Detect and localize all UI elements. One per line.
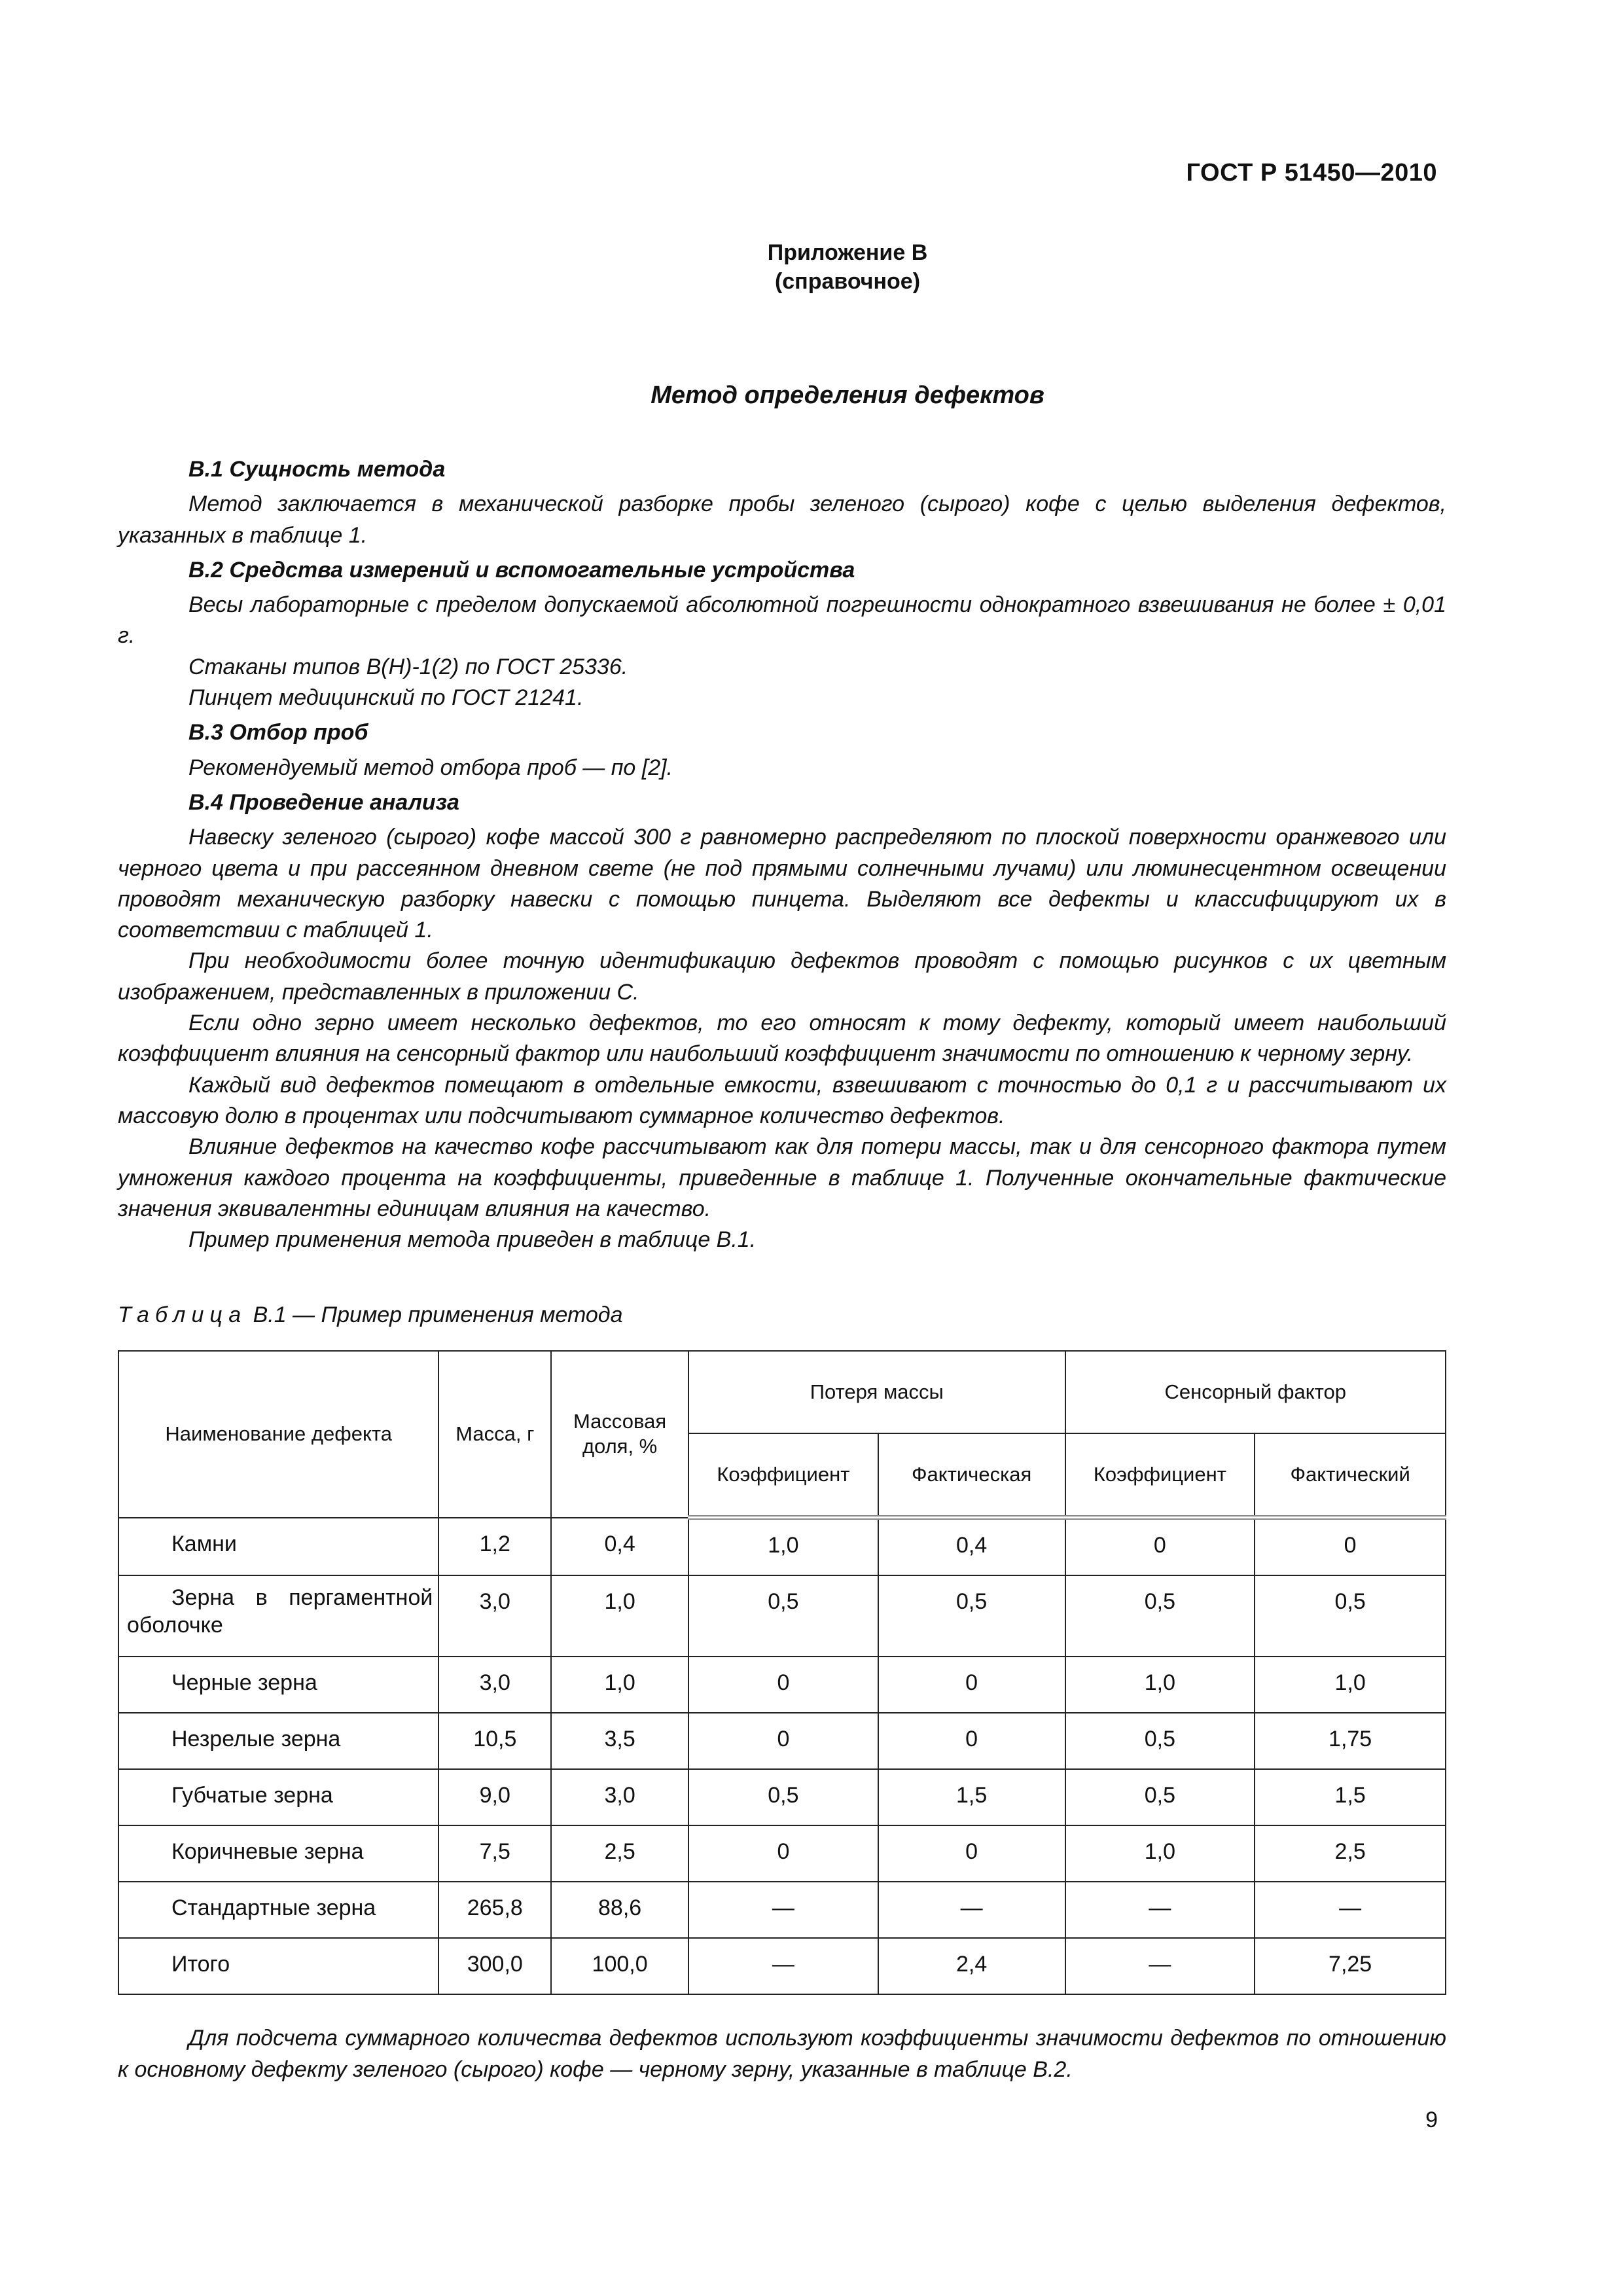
cell: 0 [878, 1825, 1065, 1882]
paragraph: Пример применения метода приведен в таблице В.1. [188, 1227, 757, 1253]
paragraph: Влияние дефектов на качество кофе рассчитывают как для потери массы, так и для сенсорного фактора путем умножения каждого процента на коэффициенты, приведенные в таблице 1. Полученные окончательные фактические значения эквивалентны единицам влияния на качество. [118, 1134, 1446, 1221]
cell: 7,5 [438, 1825, 551, 1882]
paragraph: Для подсчета суммарного количества дефектов используют коэффициенты значимости дефектов по отношению к основному дефекту зеленого (сырого) кофе — черному зерну, указанные в таблице В.2. [118, 2026, 1446, 2082]
row-name: Незрелые зерна [171, 1727, 341, 1751]
cell: 0,5 [1065, 1575, 1255, 1657]
cell: 0 [1065, 1518, 1255, 1576]
paragraph: Если одно зерно имеет несколько дефектов, то его относят к тому дефекту, который имеет наибольший коэффициент влияния на сенсорный фактор или наибольший коэффициент значимости по отношению к черному зерну. [118, 1011, 1446, 1067]
row-name: Зерна в пергаментной оболочке [118, 1575, 438, 1657]
cell: 0,5 [1065, 1769, 1255, 1825]
paragraph: Рекомендуемый метод отбора проб — по [2]. [188, 755, 673, 780]
cell: 1,5 [878, 1769, 1065, 1825]
cell: 1,75 [1255, 1713, 1446, 1769]
paragraph: Метод заключается в механической разборке пробы зеленого (сырого) кофе с целью выделения дефектов, указанных в таблице 1. [118, 492, 1446, 548]
row-name: Коричневые зерна [171, 1839, 364, 1864]
row-name: Итого [171, 1952, 230, 1977]
standard-number: ГОСТ Р 51450—2010 [1186, 159, 1437, 187]
defects-table [118, 1350, 1446, 1995]
section-heading: В.2 Средства измерений и вспомогательные устройства [188, 557, 855, 583]
paragraph: Каждый вид дефектов помещают в отдельные емкости, взвешивают с точностью до 0,1 г и рассчитывают их массовую долю в процентах или подсчитывают суммарное количество дефектов. [118, 1072, 1446, 1128]
cell: 3,0 [438, 1575, 551, 1657]
header-actual-loss: Фактическая [878, 1433, 1065, 1518]
table-row [118, 1657, 1446, 1713]
cell: 0 [688, 1657, 878, 1713]
section-heading: В.4 Проведение анализа [188, 789, 459, 815]
section-heading: В.1 Сущность метода [188, 457, 446, 482]
cell: 3,5 [551, 1713, 688, 1769]
cell: 0,5 [878, 1575, 1065, 1657]
annex-heading [0, 238, 1623, 296]
row-name: Губчатые зерна [171, 1783, 333, 1808]
cell: 1,2 [438, 1518, 551, 1576]
cell: 2,5 [551, 1825, 688, 1882]
table-row [118, 1882, 1446, 1938]
cell: 0 [878, 1713, 1065, 1769]
cell: 0,4 [551, 1518, 688, 1576]
cell: — [1255, 1882, 1446, 1938]
cell: 0 [878, 1657, 1065, 1713]
cell: 1,0 [551, 1657, 688, 1713]
cell: — [1065, 1938, 1255, 1994]
paragraph: Весы лабораторные с пределом допускаемой абсолютной погрешности однократного взвешивания не более ± 0,01 г. [118, 592, 1446, 649]
header-mass: Масса, г [438, 1351, 551, 1518]
cell: 0,5 [688, 1769, 878, 1825]
cell: 88,6 [551, 1882, 688, 1938]
table-row [118, 1518, 1446, 1576]
table-caption-text: В.1 — Пример применения метода [253, 1302, 623, 1327]
cell: 1,0 [688, 1518, 878, 1576]
cell: 0,5 [1065, 1713, 1255, 1769]
cell: — [688, 1882, 878, 1938]
body-text [118, 450, 1446, 1255]
cell: 7,25 [1255, 1938, 1446, 1994]
paragraph: Стаканы типов В(Н)-1(2) по ГОСТ 25336. [188, 654, 628, 679]
paragraph: При необходимости более точную идентификацию дефектов проводят с помощью рисунков с их цветным изображением, представленных в приложении С. [118, 948, 1446, 1005]
cell: 0 [688, 1825, 878, 1882]
annex-title-text: Метод определения дефектов [651, 382, 1044, 409]
section-heading: В.3 Отбор проб [188, 720, 368, 745]
header-name: Наименование дефекта [118, 1351, 438, 1518]
paragraph: Пинцет медицинский по ГОСТ 21241. [188, 685, 584, 711]
cell: — [688, 1938, 878, 1994]
cell: 100,0 [551, 1938, 688, 1994]
cell: 1,0 [1065, 1825, 1255, 1882]
cell: 2,4 [878, 1938, 1065, 1994]
cell: 265,8 [438, 1882, 551, 1938]
table-caption-prefix: Таблица [118, 1302, 247, 1327]
header-actual-sensory: Фактический [1255, 1433, 1446, 1518]
table-row [118, 1769, 1446, 1825]
cell: 0 [688, 1713, 878, 1769]
table-row-total [118, 1938, 1446, 1994]
cell: 2,5 [1255, 1825, 1446, 1882]
annex-label: Приложение В [767, 240, 928, 265]
cell: 1,0 [1065, 1657, 1255, 1713]
row-name: Черные зерна [171, 1670, 317, 1695]
annex-type: (справочное) [774, 269, 921, 294]
cell: — [878, 1882, 1065, 1938]
header-coef-loss: Коэффициент [688, 1433, 878, 1518]
header-mass-loss: Потеря массы [688, 1351, 1065, 1433]
table-caption [118, 1302, 623, 1328]
header-share: Массовая доля, % [551, 1351, 688, 1518]
cell: 0,4 [878, 1518, 1065, 1576]
cell: 9,0 [438, 1769, 551, 1825]
cell: 0,5 [688, 1575, 878, 1657]
cell: 10,5 [438, 1713, 551, 1769]
paragraph: Навеску зеленого (сырого) кофе массой 300 г равномерно распределяют по плоской поверхности оранжевого или черного цвета и при рассеянном дневном свете (не под прямыми солнечными лучами) или люминесцентном освещении проводят механическую разборку навески с помощью пинцета. Выделяют все дефекты и классифицируют их в соответствии с таблицей 1. [118, 825, 1446, 943]
cell: 1,0 [1255, 1657, 1446, 1713]
cell: 1,0 [551, 1575, 688, 1657]
table-row [118, 1575, 1446, 1657]
cell: 1,5 [1255, 1769, 1446, 1825]
annex-title [0, 382, 1623, 410]
cell: 3,0 [551, 1769, 688, 1825]
table-row [118, 1713, 1446, 1769]
page-number: 9 [1425, 2108, 1438, 2132]
cell: 3,0 [438, 1657, 551, 1713]
cell: 0,5 [1255, 1575, 1446, 1657]
row-name: Камни [171, 1531, 237, 1556]
header-sensory: Сенсорный фактор [1065, 1351, 1446, 1433]
cell: 300,0 [438, 1938, 551, 1994]
table-row [118, 1825, 1446, 1882]
cell: 0 [1255, 1518, 1446, 1576]
header-coef-sensory: Коэффициент [1065, 1433, 1255, 1518]
row-name: Стандартные зерна [171, 1895, 376, 1920]
cell: — [1065, 1882, 1255, 1938]
after-table-text [118, 2022, 1446, 2085]
